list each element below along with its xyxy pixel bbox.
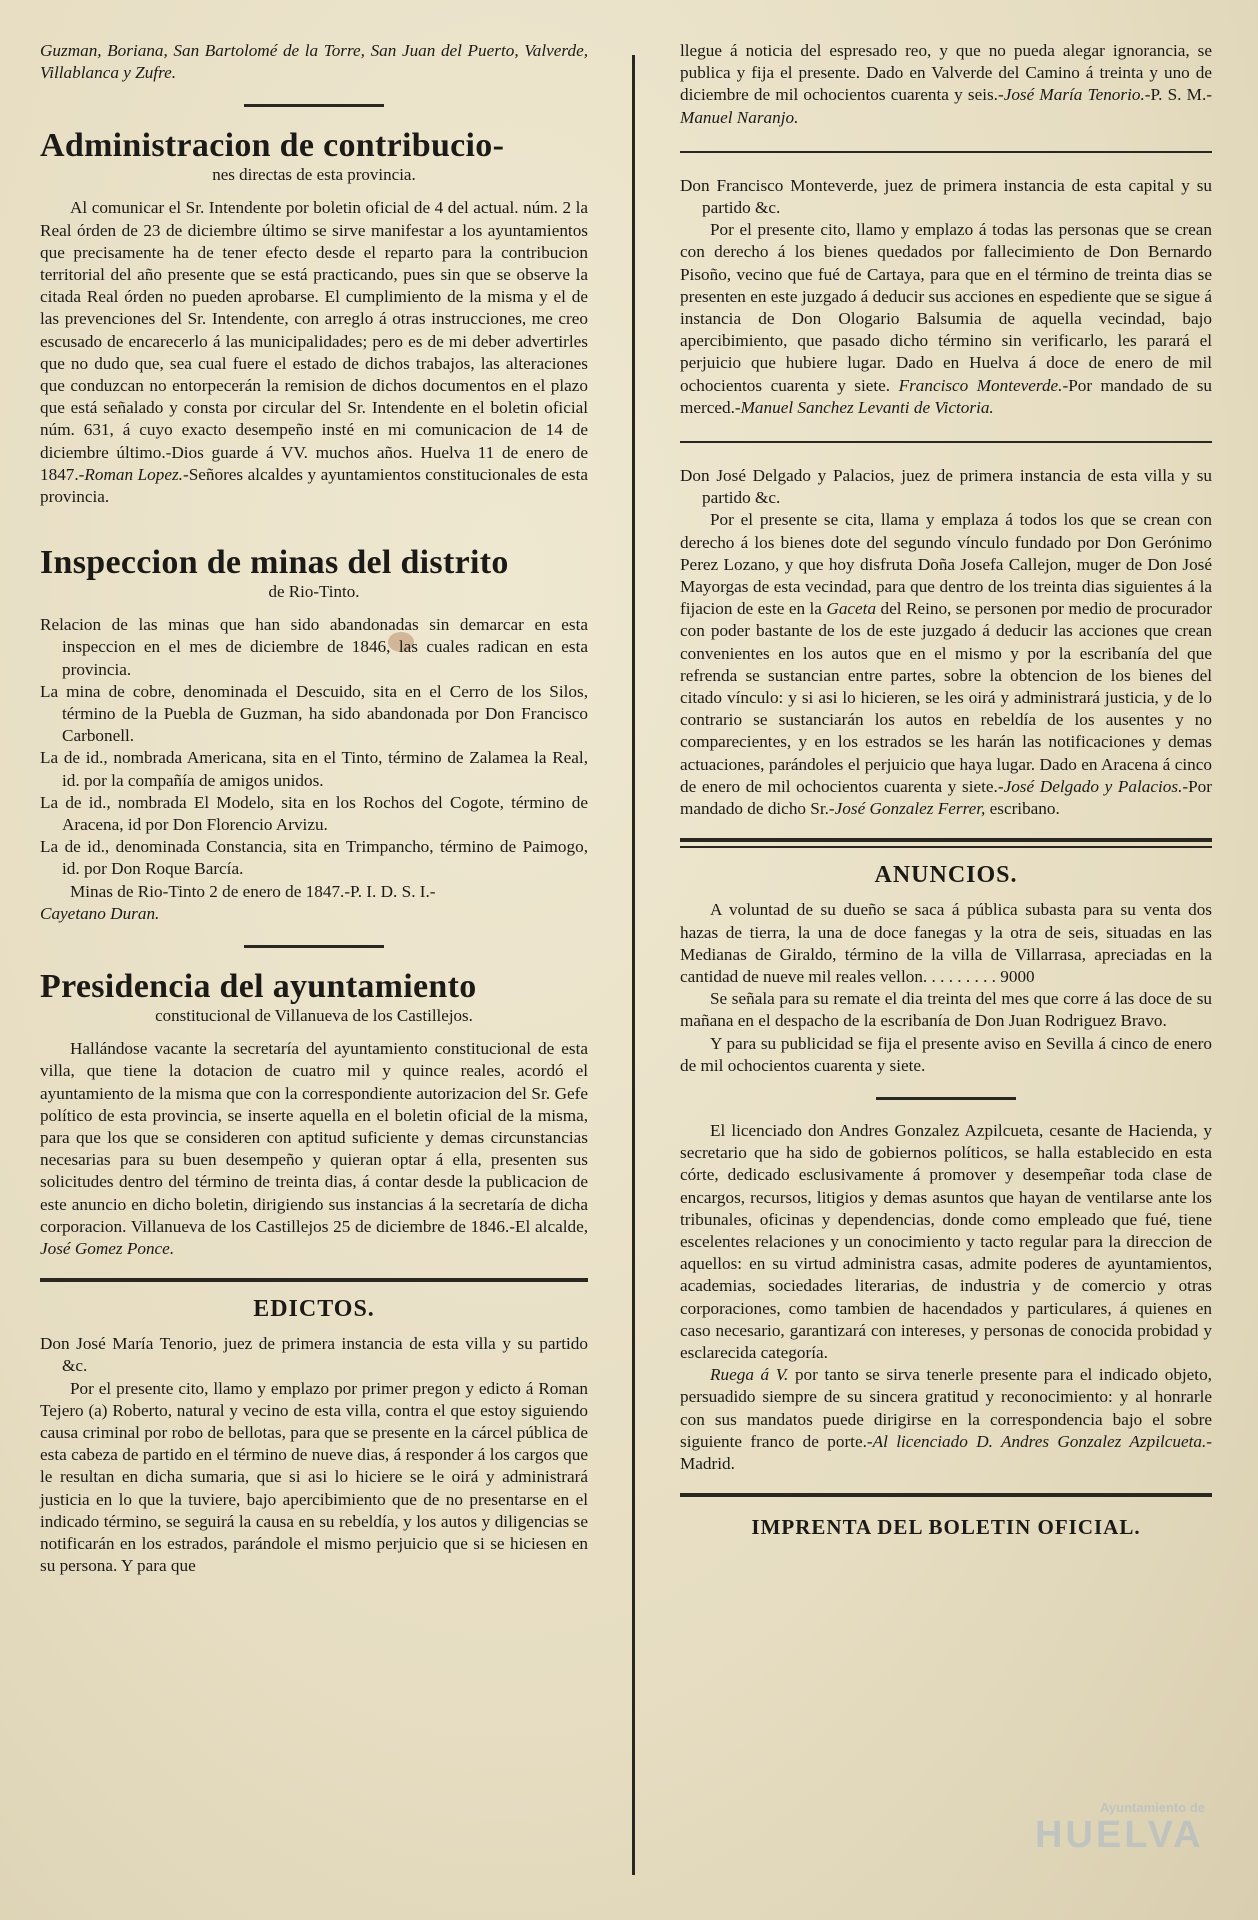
mina-item: La de id., nombrada Americana, sita en el Tinto, término de Zalamea la Real, id. por la compañía de amigos unidos. — [40, 748, 588, 790]
admin-body-text: Al comunicar el Sr. Intendente por boletin oficial de 4 del actual. núm. 2 la Real órden de 23 de diciembre último se sirve manifestar a los ayuntamientos que precisamente ha de tener efecto desde el reparto para la contribucion territorial del año presente que se está practicando, pues sin que se observe la citada Real órden no pueden aprobarse. El cumplimiento de la misma y el de las prevenciones del Sr. Intendente, con arreglo á otras instrucciones, me creo escusado de encarecerlo á las municipalidades; pero es de mi deber advertirles que no dudo que, sea cual fuere el estado de dichos trabajos, las alteraciones que conduzcan no entorpecerán la remision de dichos documentos en el plazo que está señalado y consta por circular del Sr. Intendente en el boletin oficial núm. 631, á cuyo exacto desempeño insté en mi comunicacion de 14 de diciembre último.-Dios guarde á VV. muchos años. Huelva 11 de enero de 1847.- — [40, 198, 588, 484]
admin-subtitle: nes directas de esta provincia. — [212, 165, 416, 185]
edicto2-section — [680, 175, 1212, 419]
mina-item: La de id., denominada Constancia, sita en Trimpancho, término de Paimogo, id. por Don Roque Barcía. — [40, 837, 588, 879]
edicto3-body-a: Por el presente se cita, llama y emplaza á todos los que se crean con derecho á los bienes dote del segundo vínculo fundado por Don Gerónimo Perez Lozano, y que hoy disfruta Doña Josefa Callejon, muger de Don José Mayorgas de esta vecindad, para que dentro de los treinta dias siguientes á la fijacion de este en la — [680, 510, 1212, 619]
admin-tail: -Señores alcaldes y ayuntamientos constitucionales de esta provincia. — [40, 464, 588, 507]
edictos-section — [40, 1296, 588, 1577]
edicto-cont-mid: -P. S. M.- — [1144, 85, 1212, 105]
edicto3-gaceta: Gaceta — [826, 599, 877, 619]
section-rule-thin — [680, 846, 1212, 848]
edicto2-signature: Francisco Monteverde. — [898, 375, 1063, 395]
minas-title: Inspeccion de minas del distrito — [40, 544, 509, 582]
section-rule — [876, 1097, 1016, 1100]
edicto3-section — [680, 465, 1212, 820]
minas-section — [40, 544, 588, 925]
watermark-top-text: Ayuntamiento de — [1100, 1800, 1205, 1815]
edicto-continuation — [680, 40, 1212, 129]
minas-signature: Cayetano Duran. — [40, 903, 160, 923]
presidencia-section — [40, 968, 588, 1260]
edicto2-mid: -Por mandado de su merced.- — [680, 375, 1213, 417]
left-column — [40, 40, 588, 1577]
edicto3-body — [680, 509, 1212, 820]
section-rule — [680, 151, 1212, 153]
admin-signature: Roman Lopez. — [84, 464, 183, 484]
edicto-cont-text: llegue á noticia del espresado reo, y que no pueda alegar ignorancia, se publica y fija el presente. Dado en Valverde del Camino á treinta y uno de diciembre de mil ochocientos cuarenta y seis.- — [680, 41, 1212, 105]
edicto-body: Por el presente cito, llamo y emplazo por primer pregon y edicto á Roman Tejero (a) Roberto, natural y vecino de esta villa, contra el que estoy siguiendo causa criminal por robo de bellotas, para que se presente en la cárcel pública de esta cabeza de partido en el término de nueve dias, á responder á los cargos que le resultan en dicha sumaria, que si asi lo hiciere se le oirá y administrará justicia en lo que la tuviere, bajo apercibimiento que de no presentarse en el indicado término, se seguirá la causa en su rebeldía, y los autos y diligencias se notificarán en los estrados, parándole el mismo perjuicio que si se hiciesen en su persona. Y para que — [40, 1378, 588, 1576]
admin-body — [40, 197, 588, 508]
watermark-big-text: HUELVA — [1035, 1814, 1204, 1856]
edicto3-body-b: del Reino, se personen por medio de procurador con poder bastante de los de este juzgado á deducir las acciones que crean convenientes en los autos que en el mismo y por la escribanía del que refrenda se sustancian entre partes, sobre la obtencion de los bienes del citado vínculo: y si asi lo hicieren, se les oirá y administrará justicia, y de lo contrario se sustanciarán los autos en rebeldía de los ausentes y no comparecientes, y en los estrados se les harán las notificaciones y demas actuaciones, parándoles el perjuicio que haya lugar. Dado en Aracena á cinco de enero de mil ochocientos cuarenta y siete.- — [680, 599, 1212, 796]
anuncio-paragraph — [680, 899, 1212, 988]
anuncio-tail: -Madrid. — [680, 1431, 1212, 1473]
presidencia-subtitle: constitucional de Villanueva de los Castillejos. — [155, 1006, 473, 1026]
intro-text: Guzman, Boriana, San Bartolomé de la Torre, San Juan del Puerto, Valverde, Villablanca y Zufre. — [40, 41, 588, 83]
anuncio-amount: 9000 — [1000, 966, 1035, 986]
minas-subtitle: de Rio-Tinto. — [268, 582, 360, 602]
section-rule — [244, 104, 384, 107]
presidencia-body-text: Hallándose vacante la secretaría del ayuntamiento constitucional de esta villa, que tiene la dotacion de cuatro mil y quince reales, acordó el ayuntamiento de la misma que con la correspondiente autorizacion del Sr. Gefe político de esta provincia, se inserte aquella en el boletin oficial de la misma, para que los que se consideren con aptitud suficiente y demas circunstancias necesarias para su buen desempeño y quieran optar á ella, presenten sus solicitudes dentro del término de treinta dias, á contar desde la publicacion de este anuncio en dicho boletin, dirigiendo sus instancias á la secretaría de dicha corporacion. Villanueva de los Castillejos 25 de diciembre de 1846.-El alcalde, — [40, 1039, 588, 1236]
anuncio-paragraph: El licenciado don Andres Gonzalez Azpilcueta, cesante de Hacienda, y secretario que ha sido de gobiernos políticos, se halla establecido en esta córte, dedicado esclusivamente á promover y desempeñar toda clase de encargos, recursos, litigios y demas asuntos que hayan de ventilarse ante los tribunales, oficinas y dependencias, donde como empleado que fué, tiene escelentes relaciones y un conocimiento y tacto regular para la direccion de aquellos: en su virtud administra casas, admite poderes de ayuntamientos, academias, sociedades literarias, de industria y de comercio y otras corporaciones, como tambien de hacendados y particulares, á quienes en caso necesario, garantizará con intereses, y personas de conocida probidad y esclarecida categoría. — [680, 1120, 1212, 1362]
anuncio-paragraph — [680, 1364, 1212, 1475]
mina-item: La de id., nombrada El Modelo, sita en los Rochos del Cogote, término de Aracena, id por Don Florencio Arvizu. — [40, 792, 588, 835]
presidencia-body — [40, 1038, 588, 1260]
admin-title: Administracion de contribucio- — [40, 127, 505, 165]
edicto3-tail: escribano. — [985, 799, 1060, 819]
edicto3-mid: -Por mandado de dicho Sr.- — [680, 776, 1212, 819]
anuncio-signature: Al licenciado D. Andres Gonzalez Azpilcueta. — [872, 1431, 1207, 1451]
minas-closing: Minas de Rio-Tinto 2 de enero de 1847.-P. I. D. S. I.- — [70, 881, 436, 901]
edicto-header: Don José María Tenorio, juez de primera instancia de esta villa y su partido &c. — [40, 1334, 588, 1376]
section-rule — [244, 945, 384, 948]
anuncios-section — [680, 862, 1212, 1475]
anuncio-text: A voluntad de su dueño se saca á pública subasta para su venta dos hazas de tierra, la una de doce fanegas y la otra de seis, situadas en las Medianas de Giraldo, término de la villa de Villarrasa, apreciadas en la cantidad de nueve mil reales vellon. . . . . . . . . — [680, 900, 1212, 986]
anuncio-paragraph: Y para su publicidad se fija el presente aviso en Sevilla á cinco de enero de mil ochocientos cuarenta y siete. — [680, 1033, 1212, 1075]
anuncio-text: por tanto se sirva tenerle presente para el indicado objeto, persuadido siempre de su sincera gratitud y reconocimiento: y al honrarle con sus mandatos puede dirigirse en la correspondencia bajo el sobre siguiente franco de porte.- — [680, 1365, 1212, 1451]
section-rule-thick — [40, 1278, 588, 1282]
minas-intro: Relacion de las minas que han sido abandonadas sin demarcar en esta inspeccion en el mes de diciembre de 1846, las cuales radican en esta provincia. — [40, 615, 588, 679]
section-rule — [680, 441, 1212, 443]
column-divider — [632, 55, 635, 1875]
anuncios-title: ANUNCIOS. — [874, 862, 1018, 889]
edicto2-signature-2: Manuel Sanchez Levanti de Victoria. — [740, 397, 994, 417]
watermark-logo — [1035, 1800, 1225, 1860]
presidencia-signature: José Gomez Ponce. — [40, 1238, 175, 1258]
edicto2-body — [680, 219, 1212, 419]
edicto2-header: Don Francisco Monteverde, juez de primera instancia de esta capital y su partido &c. — [680, 175, 1212, 218]
printer-footer: IMPRENTA DEL BOLETIN OFICIAL. — [751, 1515, 1141, 1540]
anuncio-lead: Ruega á V. — [710, 1365, 789, 1385]
section-rule-thick — [680, 838, 1212, 842]
edicto2-body-text: Por el presente cito, llamo y emplazo á todas las personas que se crean con derecho á los bienes quedados por fallecimiento de Don Bernardo Pisoño, vecino que fué de Cartaya, para que en el término de treinta dias se presenten en este juzgado á deducir sus acciones en espediente que se sigue á instancia de Don Ologario Balsumia de aquella vecindad, bajo apercibimiento, que pasado dicho término sin verificarlo, les parará el perjuicio que hubiere lugar. Dado en Huelva á doce de enero de mil ochocientos cuarenta y siete. — [680, 220, 1212, 395]
edicto-cont-signature: José María Tenorio. — [1003, 85, 1145, 105]
right-column — [680, 40, 1212, 1540]
edicto3-signature-2: José Gonzalez Ferrer, — [834, 799, 986, 819]
presidencia-title: Presidencia del ayuntamiento — [40, 968, 477, 1006]
mina-item: La mina de cobre, denominada el Descuido, sita en el Cerro de los Silos, término de la Puebla de Guzman, ha sido abandonada por Don Francisco Carbonell. — [40, 681, 588, 746]
section-rule-thick — [680, 1493, 1212, 1497]
edictos-title: EDICTOS. — [253, 1296, 375, 1323]
admin-section — [40, 127, 588, 508]
edicto3-header: Don José Delgado y Palacios, juez de primera instancia de esta villa y su partido &c. — [680, 466, 1212, 508]
anuncio-paragraph: Se señala para su remate el dia treinta del mes que corre á las doce de su mañana en el despacho de la escribanía de Don Juan Rodriguez Bravo. — [680, 989, 1212, 1031]
edicto-cont-signature-2: Manuel Naranjo. — [680, 107, 799, 127]
edicto3-signature: José Delgado y Palacios. — [1003, 776, 1183, 796]
